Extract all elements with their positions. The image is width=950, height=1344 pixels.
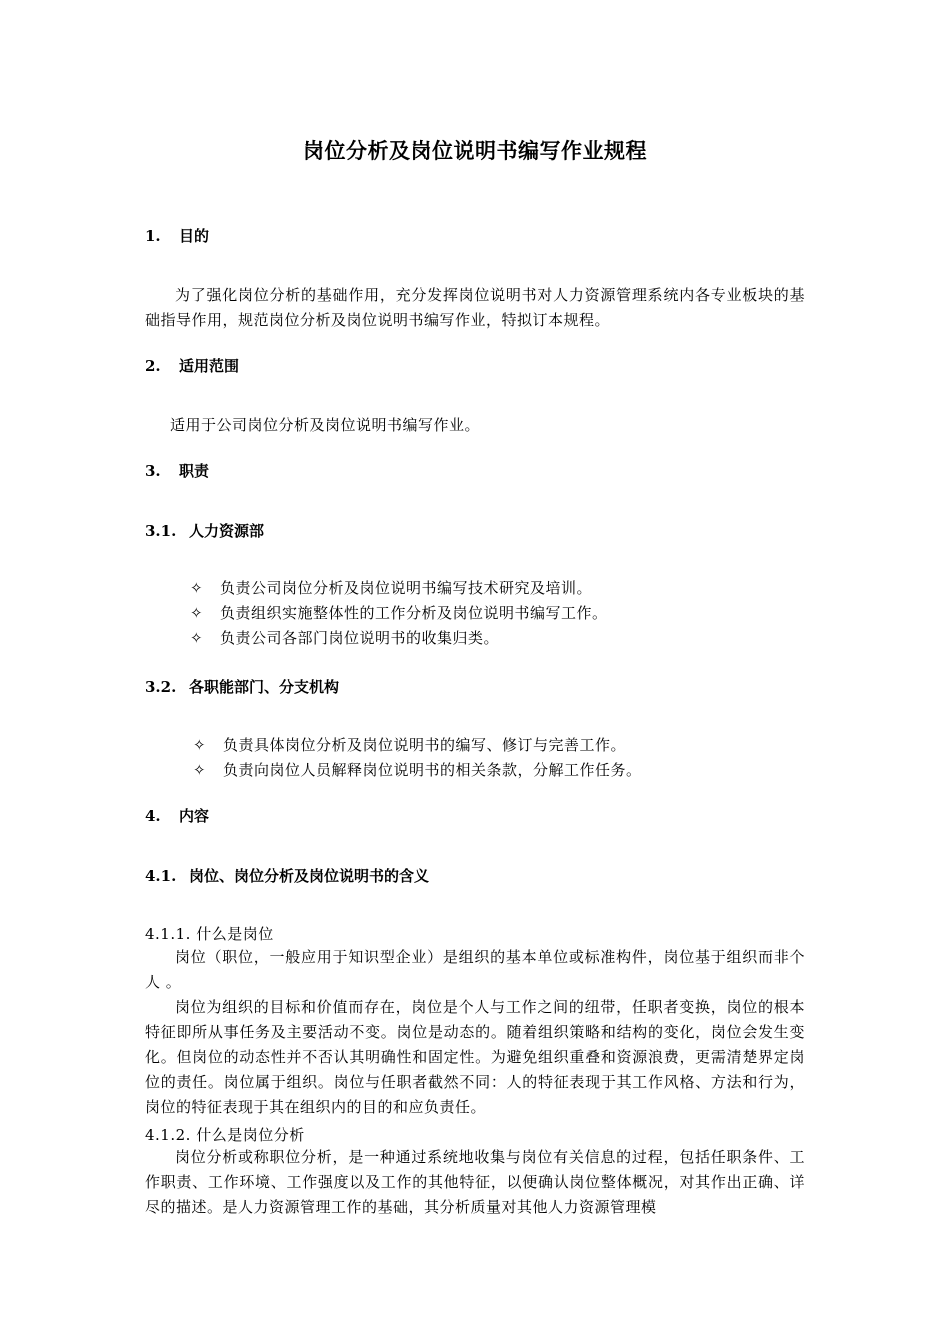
section-heading-4 bbox=[145, 805, 209, 826]
section-title: 目的 bbox=[179, 227, 210, 245]
list-item bbox=[190, 577, 592, 598]
list-item-text: 负责组织实施整体性的工作分析及岗位说明书编写工作。 bbox=[220, 604, 608, 622]
list-item-text: 负责具体岗位分析及岗位说明书的编写、修订与完善工作。 bbox=[223, 736, 627, 754]
diamond-bullet-icon: ✧ bbox=[190, 604, 204, 622]
section-title: 岗位、岗位分析及岗位说明书的含义 bbox=[189, 867, 430, 885]
subsection-4-1-1-paragraph-1: 岗位（职位，一般应用于知识型企业）是组织的基本单位或标准构件，岗位基于组织而非个人 。 bbox=[145, 948, 805, 991]
section-title: 职责 bbox=[179, 462, 210, 480]
subsection-heading-4-1-1: 4.1.1. 什么是岗位 bbox=[145, 925, 274, 943]
section-number: 3. bbox=[145, 462, 161, 480]
list-item-text: 负责向岗位人员解释岗位说明书的相关条款，分解工作任务。 bbox=[223, 761, 642, 779]
section-title: 各职能部门、分支机构 bbox=[189, 678, 340, 696]
section-number: 4.1. bbox=[145, 867, 177, 885]
section-heading-3-2 bbox=[145, 676, 339, 697]
section-number: 1. bbox=[145, 227, 161, 245]
list-item bbox=[190, 602, 608, 623]
diamond-bullet-icon: ✧ bbox=[190, 579, 204, 597]
list-item bbox=[193, 759, 642, 780]
subsection-4-1-2-paragraph-1: 岗位分析或称职位分析，是一种通过系统地收集与岗位有关信息的过程，包括任职条件、工作职责、工作环境、工作强度以及工作的其他特征，以便确认岗位整体概况，对其作出正确、详尽的描述。是人力资源管理工作的基础，其分析质量对其他人力资源管理模 bbox=[145, 1148, 805, 1216]
section-heading-3-1 bbox=[145, 520, 264, 541]
subsection-heading-4-1-2: 4.1.2. 什么是岗位分析 bbox=[145, 1126, 305, 1144]
subsection-4-1-1-paragraph-2: 岗位为组织的目标和价值而存在，岗位是个人与工作之间的纽带，任职者变换，岗位的根本特征即所从事任务及主要活动不变。岗位是动态的。随着组织策略和结构的变化，岗位会发生变化。但岗位的动态性并不否认其明确性和固定性。为避免组织重叠和资源浪费，更需清楚界定岗位的责任。岗位属于组织。岗位与任职者截然不同：人的特征表现于其工作风格、方法和行为，岗位的特征表现于其在组织内的目的和应负责任。 bbox=[145, 998, 805, 1116]
section-title: 人力资源部 bbox=[189, 522, 265, 540]
diamond-bullet-icon: ✧ bbox=[193, 761, 207, 779]
section-heading-2 bbox=[145, 355, 239, 376]
section-title: 适用范围 bbox=[179, 357, 240, 375]
section-2-paragraph: 适用于公司岗位分析及岗位说明书编写作业。 bbox=[170, 416, 481, 434]
section-heading-4-1 bbox=[145, 865, 429, 886]
section-title: 内容 bbox=[179, 807, 210, 825]
section-heading-1 bbox=[145, 225, 209, 246]
section-number: 3.1. bbox=[145, 522, 177, 540]
section-number: 3.2. bbox=[145, 678, 177, 696]
diamond-bullet-icon: ✧ bbox=[193, 736, 207, 754]
section-number: 2. bbox=[145, 357, 161, 375]
diamond-bullet-icon: ✧ bbox=[190, 629, 204, 647]
list-item-text: 负责公司岗位分析及岗位说明书编写技术研究及培训。 bbox=[220, 579, 593, 597]
document-title: 岗位分析及岗位说明书编写作业规程 bbox=[303, 139, 647, 163]
list-item bbox=[193, 734, 626, 755]
section-heading-3 bbox=[145, 460, 209, 481]
section-1-paragraph: 为了强化岗位分析的基础作用，充分发挥岗位说明书对人力资源管理系统内各专业板块的基础指导作用，规范岗位分析及岗位说明书编写作业，特拟订本规程。 bbox=[145, 286, 805, 329]
list-item bbox=[190, 627, 499, 648]
list-item-text: 负责公司各部门岗位说明书的收集归类。 bbox=[220, 629, 500, 647]
section-number: 4. bbox=[145, 807, 161, 825]
